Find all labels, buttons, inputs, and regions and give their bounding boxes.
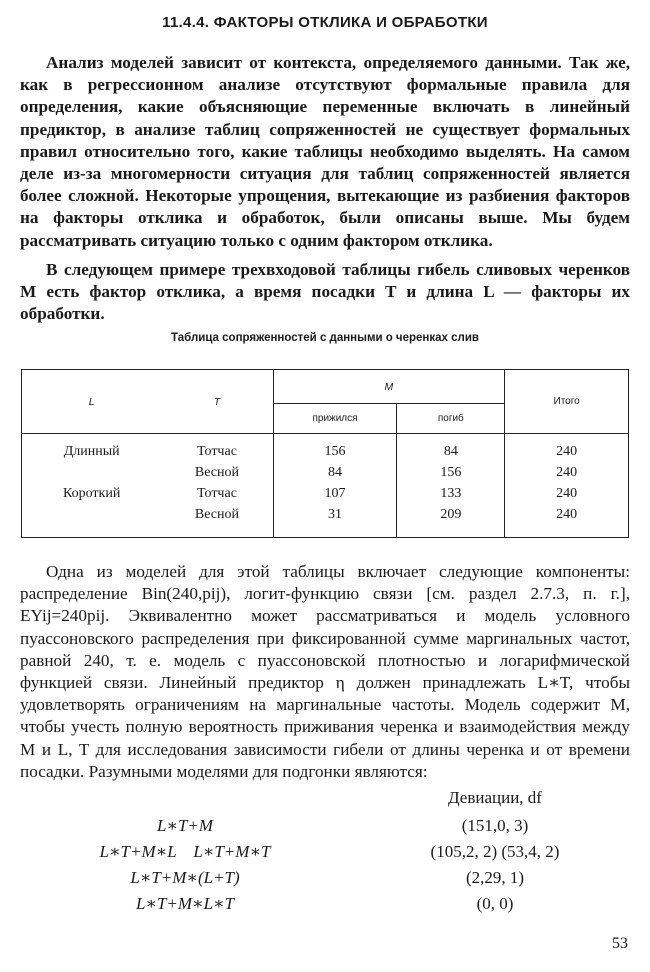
cell-length: [22, 505, 162, 526]
cell-died: 84: [397, 442, 505, 463]
header-L: L: [22, 370, 162, 434]
cell-total: 240: [505, 463, 629, 484]
model-formula: L∗T+M: [156, 816, 214, 835]
list-item: [20, 894, 630, 918]
model-deviance: (151,0, 3): [461, 816, 529, 835]
cell-length: Длинный: [22, 442, 162, 463]
table-caption: Таблица сопряженностей с данными о черенках слив: [171, 332, 479, 344]
cell-survived: 156: [324, 444, 346, 459]
table-row: [22, 463, 629, 484]
deviance-header: Девиации, df: [448, 788, 542, 807]
cell-survived: 31: [328, 507, 343, 522]
cell-survived: 107: [324, 486, 346, 501]
cell-total: 240: [505, 442, 629, 463]
cell-time: Тотчас: [161, 442, 273, 463]
model-formula: L∗T+M∗L∗T: [135, 894, 235, 913]
table-row: [22, 442, 629, 463]
paragraph-2: [20, 259, 630, 326]
cell-total: 240: [505, 505, 629, 526]
paragraph-3: [20, 561, 630, 783]
model-formula: L∗T+M∗(L+T): [130, 868, 240, 887]
paragraph-1: [20, 52, 630, 252]
header-T: T: [161, 370, 273, 434]
model-formula: L∗T+M∗L L∗T+M∗T: [99, 842, 271, 861]
page-number: 53: [612, 935, 628, 952]
cell-length: [22, 463, 162, 484]
table-row: [22, 505, 629, 526]
cell-time: Весной: [161, 463, 273, 484]
header-M: M: [273, 370, 505, 404]
header-died: погиб: [397, 404, 505, 434]
section-heading: 11.4.4. ФАКТОРЫ ОТКЛИКА И ОБРАБОТКИ: [162, 14, 488, 31]
table-row: [22, 484, 629, 505]
list-item: [20, 842, 630, 866]
cell-time: Весной: [161, 505, 273, 526]
model-deviance: (0, 0): [476, 894, 514, 913]
cell-survived: 84: [328, 465, 343, 480]
cell-total: 240: [505, 484, 629, 505]
model-deviance: (2,29, 1): [465, 868, 525, 887]
cell-died: 156: [397, 463, 505, 484]
cell-died: 133: [397, 484, 505, 505]
paragraph-1-text: Анализ моделей зависит от контекста, определяемого данными. Так же, как в регрессионном анализе отсутствуют формальные правила для определения, какие объясняющие переменные включать в линейный предиктор, в анализе таблиц сопряженностей не существует формальных правил относительно того, какие таблицы необходимо выделять. На самом деле из-за многомерности ситуация для таблиц сопряженностей является более сложной. Некоторые упрощения, вытекающие из разбиения факторов на факторы отклика и обработок, были описаны выше. Мы будем рассматривать ситуацию только с одним фактором отклика.: [20, 53, 630, 250]
cell-died: 209: [397, 505, 505, 526]
list-item: [20, 816, 630, 840]
paragraph-2-text: В следующем примере трехвходовой таблицы гибель сливовых черенков M есть фактор отклика, а время посадки T и длина L — факторы их обработки.: [20, 260, 630, 324]
model-deviance: (105,2, 2) (53,4, 2): [430, 842, 560, 861]
header-survived: прижился: [273, 404, 397, 434]
list-item: [20, 868, 630, 892]
cell-length: Короткий: [22, 484, 162, 505]
contingency-table: [21, 369, 629, 538]
cell-time: Тотчас: [161, 484, 273, 505]
paragraph-3-text: Одна из моделей для этой таблицы включает следующие компоненты: распределение Bin(240,pij), логит-функцию связи [см. раздел 2.7.3, п. г.], EYij=240pij. Эквивалентно может рассматриваться и модель условного пуассоновского распределения при фиксированной сумме маргинальных частот, равной 240, т. е. модель с пуассоновской плотностью и логарифмической функцией связи. Линейный предиктор η должен принадлежать L∗T, чтобы удовлетворять ограничениям на маргинальные частоты. Модель содержит M, чтобы учесть полную вероятность приживания черенка и взаимодействия между M и L, T для исследования зависимости гибели от длины черенка и от времени посадки. Разумными моделями для подгонки являются:: [20, 562, 630, 781]
header-total: Итого: [505, 370, 629, 434]
